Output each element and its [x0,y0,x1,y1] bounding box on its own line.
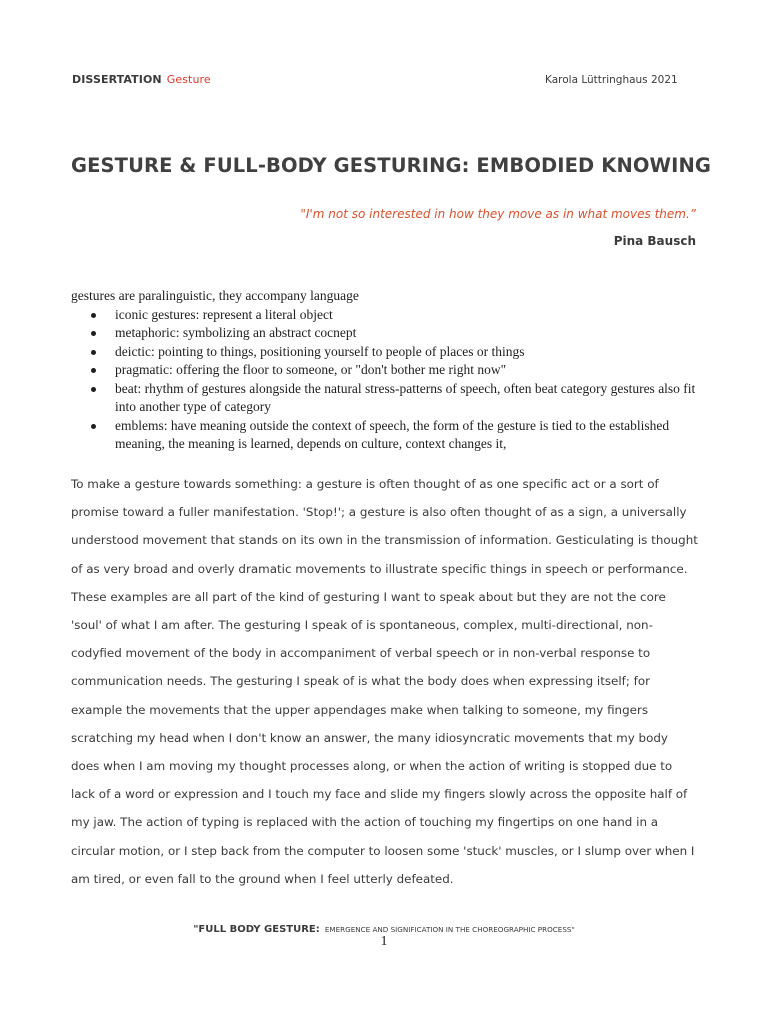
page-number: 1 [380,934,388,949]
header-section-topic: Gesture [166,73,211,86]
footer-main: "FULL BODY GESTURE: [193,924,320,935]
list-item: emblems: have meaning outside the context of speech, the form of the gesture is tied to the established meaning, the meaning is learned, depends on culture, context changes it, [71,417,701,454]
header-section-label: DISSERTATION [72,73,162,86]
notes-intro: gestures are paralinguistic, they accompany language [71,288,359,303]
header-author-year: Karola Lüttringhaus 2021 [545,74,678,86]
list-item: beat: rhythm of gestures alongside the natural stress-patterns of speech, often beat category gestures also fit into another type of category [71,380,701,417]
list-item: deictic: pointing to things, positioning yourself to people of places or things [71,343,701,362]
gesture-types-list [71,306,701,454]
page-title: GESTURE & FULL-BODY GESTURING: EMBODIED KNOWING [71,154,712,177]
list-item: iconic gestures: represent a literal object [71,306,701,325]
gesture-types-notes [71,287,701,454]
footer-sub: EMERGENCE AND SIGNIFICATION IN THE CHOREOGRAPHIC PROCESS" [324,925,575,934]
epigraph-quote: "I'm not so interested in how they move as in what moves them.” [300,207,696,221]
body-paragraph: To make a gesture towards something: a gesture is often thought of as one specific act or a sort of promise toward a fuller manifestation. 'Stop!'; a gesture is also often thought of as a sign, a universally understood movement that stands on its own in the transmission of information. Gesticulating is thought of as very broad and overly dramatic movements to illustrate specific things in speech or performance. These examples are all part of the kind of gesturing I want to speak about but they are not the core 'soul' of what I am after. The gesturing I speak of is spontaneous, complex, multi-directional, non-codyfied movement of the body in accompaniment of verbal speech or in non-verbal response to communication needs. The gesturing I speak of is what the body does when expressing itself; for example the movements that the upper appendages make when talking to someone, my fingers scratching my head when I don't know an answer, the many idiosyncratic movements that my body does when I am moving my thought processes along, or when the action of writing is stopped due to lack of a word or expression and I touch my face and slide my fingers slowly across the opposite half of my jaw. The action of typing is replaced with the action of touching my fingertips on one hand in a circular motion, or I step back from the computer to loosen some 'stuck' muscles, or I slump over when I am tired, or even fall to the ground when I feel utterly defeated. [71,477,698,886]
list-item: metaphoric: symbolizing an abstract cocnept [71,324,701,343]
running-header [72,73,211,86]
list-item: pragmatic: offering the floor to someone, or "don't bother me right now" [71,361,701,380]
epigraph-author: Pina Bausch [613,234,696,248]
